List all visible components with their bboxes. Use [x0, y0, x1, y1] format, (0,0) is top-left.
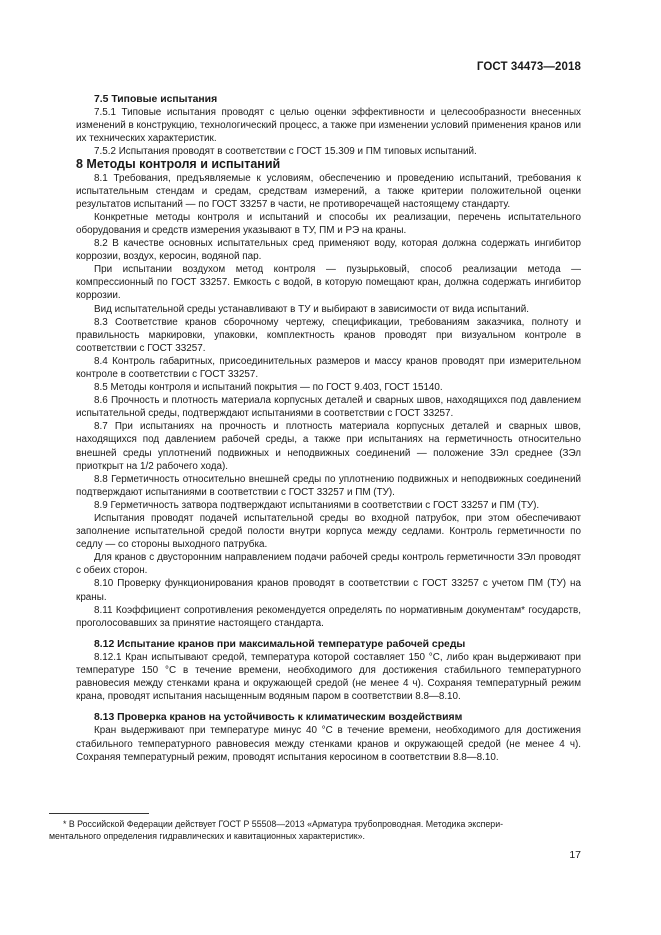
footnote-divider [49, 813, 149, 814]
section-8-13-heading: 8.13 Проверка кранов на устойчивость к климатическим воздействиям [94, 712, 463, 724]
paragraph-8-1: 8.1 Требования, предъявляемые к условиям, обеспечению и проведению испытаний, требования к испытательным стендам и средам, средствам измерений, а также критерии положительной оценки результатов испытаний — по ГОСТ 33257 в части, не противоречащей настоящему стандарту. [76, 172, 581, 210]
section-8-heading: 8 Методы контроля и испытаний [76, 157, 281, 172]
spacer [76, 630, 581, 638]
paragraph-8-8: 8.8 Герметичность относительно внешней среды по уплотнению подвижных и неподвижных соединений подтверждают испытаниями в соответствии с ГОСТ 33257 и ПМ (ТУ). [76, 473, 581, 498]
footnote [49, 818, 581, 842]
paragraph-8-5: 8.5 Методы контроля и испытаний покрытия — по ГОСТ 9.403, ГОСТ 15140. [94, 382, 443, 394]
paragraph-8-7: 8.7 При испытаниях на прочность и плотность материала корпусных деталей и сварных швов, находящихся под давлением рабочей среды, а также при испытаниях на герметичность относительно внешней среды уплотнений подвижных и неподвижных соединений — положение ЗЭл среднее (ЗЭл приоткрыт на 1/2 рабочего хода). [76, 421, 581, 472]
paragraph-8-12-1: 8.12.1 Кран испытывают средой, температура которой составляет 150 °С, либо кран выдерживают при температуре 150 °С в течение времени, необходимого для достижения стабильного температурного равновесия между стенками крана и окружающей средой (не менее 4 ч). Сохраняя температурный режим крана, проводят испытания насыщенным водяным паром в соответствии 8.8—8.10. [76, 651, 581, 703]
paragraph-8-9-b: Испытания проводят подачей испытательной среды во входной патрубок, при этом обеспечивают заполнение испытательной средой полости внутри корпуса между седлами. Контроль герметичности по седлу — со стороны выходного патрубка. [76, 513, 581, 551]
paragraph-8-2-c: Вид испытательной среды устанавливают в ТУ и выбирают в зависимости от вида испытаний. [94, 303, 529, 315]
paragraph-8-11: 8.11 Коэффициент сопротивления рекомендуется определять по нормативным документам* государств, проголосовавших за принятие настоящего стандарта. [76, 604, 581, 629]
paragraph-8-9-c: Для кранов с двусторонним направлением подачи рабочей среды контроль герметичности ЗЭл проводят с обеих сторон. [76, 552, 581, 577]
paragraph-7-5-1: 7.5.1 Типовые испытания проводят с целью оценки эффективности и целесообразности внесенных изменений в конструкцию, технологический процесс, а также при изменении условий применения кранов или их технических характеристик. [76, 107, 581, 145]
paragraph-8-13-1: Кран выдерживают при температуре минус 40 °С в течение времени, необходимого для достижения стабильного температурного равновесия между стенками кранов и окружающей средой (не менее 4 ч). Сохраняя температурный режим, проводят испытания керосином в соответствии 8.8—8.10. [76, 725, 581, 763]
paragraph-8-1-b: Конкретные методы контроля и испытаний и способы их реализации, перечень испытательного оборудования и средств измерения указывают в ТУ, ПМ и РЭ на краны. [76, 211, 581, 236]
document-id-header: ГОСТ 34473—2018 [476, 61, 581, 73]
paragraph-8-3: 8.3 Соответствие кранов сборочному чертежу, спецификации, требованиям заказчика, полноту и правильность маркировки, упаковки, комплектность кранов проводят при визуальном контроле в соответствии с ГОСТ 33257. [76, 316, 581, 354]
paragraph-8-10: 8.10 Проверку функционирования кранов проводят в соответствии с ГОСТ 33257 с учетом ПМ (ТУ) на краны. [76, 578, 581, 603]
paragraph-8-9: 8.9 Герметичность затвора подтверждают испытаниями в соответствии с ГОСТ 33257 и ПМ (ТУ). [94, 499, 540, 511]
paragraph-8-4: 8.4 Контроль габаритных, присоединительных размеров и массу кранов проводят при измерительном контроле в соответствии с ГОСТ 33257. [76, 355, 581, 380]
paragraph-7-5-2: 7.5.2 Испытания проводят в соответствии с ГОСТ 15.309 и ПМ типовых испытаний. [94, 146, 477, 158]
paragraph-8-2-b: При испытании воздухом метод контроля — пузырьковый, способ реализации метода — компрессионный по ГОСТ 33257. Емкость с водой, в которую помещают кран, должна содержать ингибитор коррозии. [76, 264, 581, 302]
page-number: 17 [569, 849, 581, 861]
footnote-line-1: * В Российской Федерации действует ГОСТ Р 55508—2013 «Арматура трубопроводная. Методика экспери- [63, 819, 504, 829]
section-8-12-heading: 8.12 Испытание кранов при максимальной температуре рабочей среды [94, 638, 466, 650]
section-7-5-heading: 7.5 Типовые испытания [94, 94, 218, 105]
paragraph-8-2: 8.2 В качестве основных испытательных сред применяют воду, которая должна содержать ингибитор коррозии, воздух, керосин, водяной пар. [76, 238, 581, 263]
paragraph-8-6: 8.6 Прочность и плотность материала корпусных деталей и сварных швов, находящихся под давлением испытательной среды, подтверждают испытаниями в соответствии с ГОСТ 33257. [76, 395, 581, 420]
page-body [76, 93, 581, 764]
footnote-line-2: ментального определения гидравлических и кавитационных характеристик». [49, 831, 365, 841]
spacer [76, 703, 581, 711]
